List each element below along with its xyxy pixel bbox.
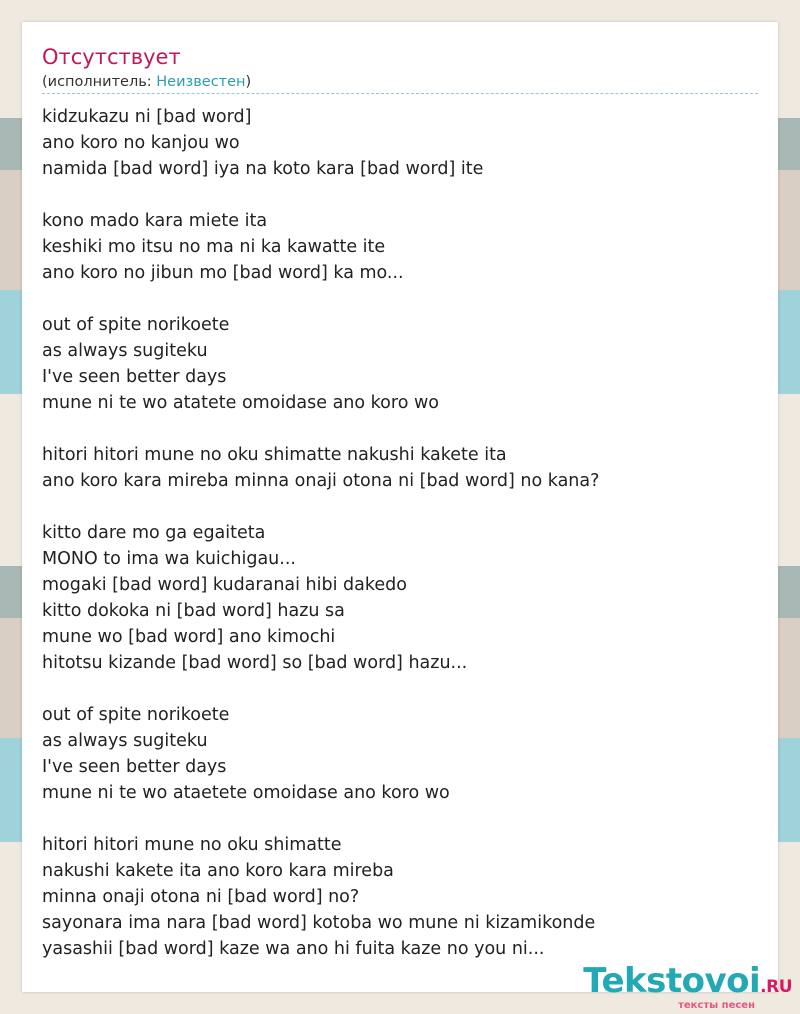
- logo-name: Tekstovoi: [583, 961, 761, 1001]
- performer-link[interactable]: Неизвестен: [156, 74, 246, 90]
- lyric-line: I've seen better days: [42, 367, 227, 387]
- performer-line: [42, 73, 251, 91]
- lyric-line: mogaki [bad word] kudaranai hibi dakedo: [42, 575, 407, 595]
- lyric-line: keshiki mo itsu no ma ni ka kawatte ite: [42, 237, 386, 257]
- lyric-line: I've seen better days: [42, 757, 227, 777]
- lyric-line: out of spite norikoete: [42, 315, 230, 335]
- lyric-line: nakushi kakete ita ano koro kara mireba: [42, 861, 394, 881]
- logo-domain: .RU: [760, 977, 792, 997]
- lyric-line: sayonara ima nara [bad word] kotoba wo mune ni kizamikonde: [42, 913, 596, 933]
- performer-suffix: ): [245, 74, 252, 90]
- logo-wordmark: [552, 961, 792, 1004]
- lyric-line: as always sugiteku: [42, 731, 208, 751]
- lyric-line: [42, 416, 742, 442]
- lyric-line: mune wo [bad word] ano kimochi: [42, 627, 336, 647]
- lyric-line: ano koro no kanjou wo: [42, 133, 240, 153]
- lyric-line: [42, 494, 742, 520]
- lyrics-card: [22, 22, 778, 992]
- lyric-line: [42, 286, 742, 312]
- lyric-line: namida [bad word] iya na koto kara [bad word] ite: [42, 159, 484, 179]
- lyric-line: mune ni te wo ataetete omoidase ano koro wo: [42, 783, 450, 803]
- lyric-line: ano koro kara mireba minna onaji otona ni [bad word] no kana?: [42, 471, 600, 491]
- lyric-line: minna onaji otona ni [bad word] no?: [42, 887, 360, 907]
- lyric-line: kono mado kara miete ita: [42, 211, 268, 231]
- lyric-line: hitori hitori mune no oku shimatte nakushi kakete ita: [42, 445, 507, 465]
- lyric-line: kidzukazu ni [bad word]: [42, 107, 252, 127]
- site-logo[interactable]: [552, 961, 792, 1011]
- lyric-line: [42, 676, 742, 702]
- title-divider: [42, 93, 758, 94]
- lyric-line: out of spite norikoete: [42, 705, 230, 725]
- song-title: Отсутствует: [42, 45, 181, 69]
- lyric-line: kitto dokoka ni [bad word] hazu sa: [42, 601, 345, 621]
- lyric-line: hitotsu kizande [bad word] so [bad word] hazu...: [42, 653, 468, 673]
- logo-tagline: тексты песен: [678, 1000, 755, 1011]
- lyric-line: ano koro no jibun mo [bad word] ka mo...: [42, 263, 404, 283]
- lyric-line: yasashii [bad word] kaze wa ano hi fuita kaze no you ni...: [42, 939, 545, 959]
- lyric-line: hitori hitori mune no oku shimatte: [42, 835, 342, 855]
- lyric-line: mune ni te wo atatete omoidase ano koro wo: [42, 393, 439, 413]
- lyric-line: [42, 806, 742, 832]
- lyrics-text: [42, 104, 742, 962]
- lyric-line: MONO to ima wa kuichigau...: [42, 549, 296, 569]
- lyric-line: kitto dare mo ga egaiteta: [42, 523, 266, 543]
- lyric-line: as always sugiteku: [42, 341, 208, 361]
- lyric-line: [42, 182, 742, 208]
- performer-prefix: (исполнитель:: [42, 74, 157, 90]
